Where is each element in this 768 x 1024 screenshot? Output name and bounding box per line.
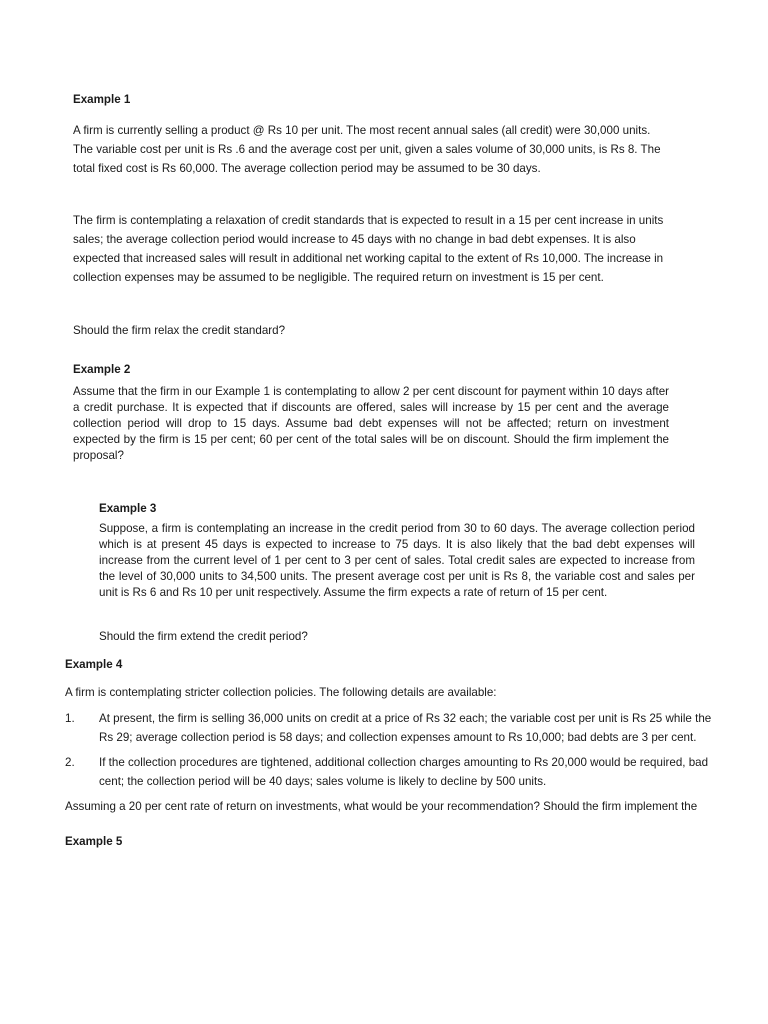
example-4-question: Assuming a 20 per cent rate of return on investments, what would be your recommendation? Should the firm implement the: [65, 800, 698, 813]
example-1-question: Should the firm relax the credit standard?: [73, 324, 286, 337]
list-item-line-2: Rs 29; average collection period is 58 days; and collection expenses amount to Rs 10,000; bad debts are 3 per cent.: [99, 731, 697, 744]
example-2-paragraph: Assume that the firm in our Example 1 is contemplating to allow 2 per cent discount for payment within 10 days after a credit purchase. It is expected that if discounts are offered, sales will increase by 15 per cent and the average collection period will drop to 15 days. Assume bad debt expenses will not be affected; return on investment expected by the firm is 15 per cent; 60 per cent of the total sales will be on discount. Should the firm implement the proposal?: [73, 385, 669, 462]
list-item-line-2: cent; the collection period will be 40 days; sales volume is likely to decline by 500 units.: [99, 775, 547, 788]
example-4-intro: A firm is contemplating stricter collection policies. The following details are available:: [65, 686, 497, 699]
example-1-paragraph-1: A firm is currently selling a product @ Rs 10 per unit. The most recent annual sales (all credit) were 30,000 units. The variable cost per unit is Rs .6 and the average cost per unit, given a sales volume of 30,000 units, is Rs 8. The total fixed cost is Rs 60,000. The average collection period may be assumed to be 30 days.: [73, 124, 661, 175]
example-3-paragraph: Suppose, a firm is contemplating an increase in the credit period from 30 to 60 days. The average collection period which is at present 45 days is expected to increase to 75 days. It is also likely that the bad debt expenses will increase from the current level of 1 per cent to 3 per cent of sales. Total credit sales are expected to increase from the level of 30,000 units to 34,500 units. The present average cost per unit is Rs 8, the variable cost and sales per unit is Rs 6 and Rs 10 per unit respectively. Assume the firm expects a rate of return of 15 per cent.: [99, 522, 695, 599]
example-1-paragraph-2: The firm is contemplating a relaxation of credit standards that is expected to result in a 15 per cent increase in units sales; the average collection period would increase to 45 days with no change in bad debt expenses. It is also expected that increased sales will result in additional net working capital to the extent of Rs 10,000. The increase in collection expenses may be assumed to be negligible. The required return on investment is 15 per cent.: [73, 214, 664, 284]
example-3-question: Should the firm extend the credit period?: [99, 630, 308, 643]
list-item-number: 2.: [65, 756, 75, 769]
list-item: [65, 753, 768, 793]
example-3-heading: Example 3: [99, 502, 157, 515]
list-item-line-1: At present, the firm is selling 36,000 units on credit at a price of Rs 32 each; the variable cost per unit is Rs 25 while the: [99, 712, 712, 725]
example-2-heading: Example 2: [73, 363, 131, 376]
example-5-heading: Example 5: [65, 835, 123, 848]
list-item-number: 1.: [65, 712, 75, 725]
list-item: [65, 709, 768, 749]
example-4-heading: Example 4: [65, 658, 123, 671]
list-item-line-1: If the collection procedures are tightened, additional collection charges amounting to Rs 20,000 would be required, bad: [99, 756, 709, 769]
example-1-heading: Example 1: [73, 93, 131, 106]
